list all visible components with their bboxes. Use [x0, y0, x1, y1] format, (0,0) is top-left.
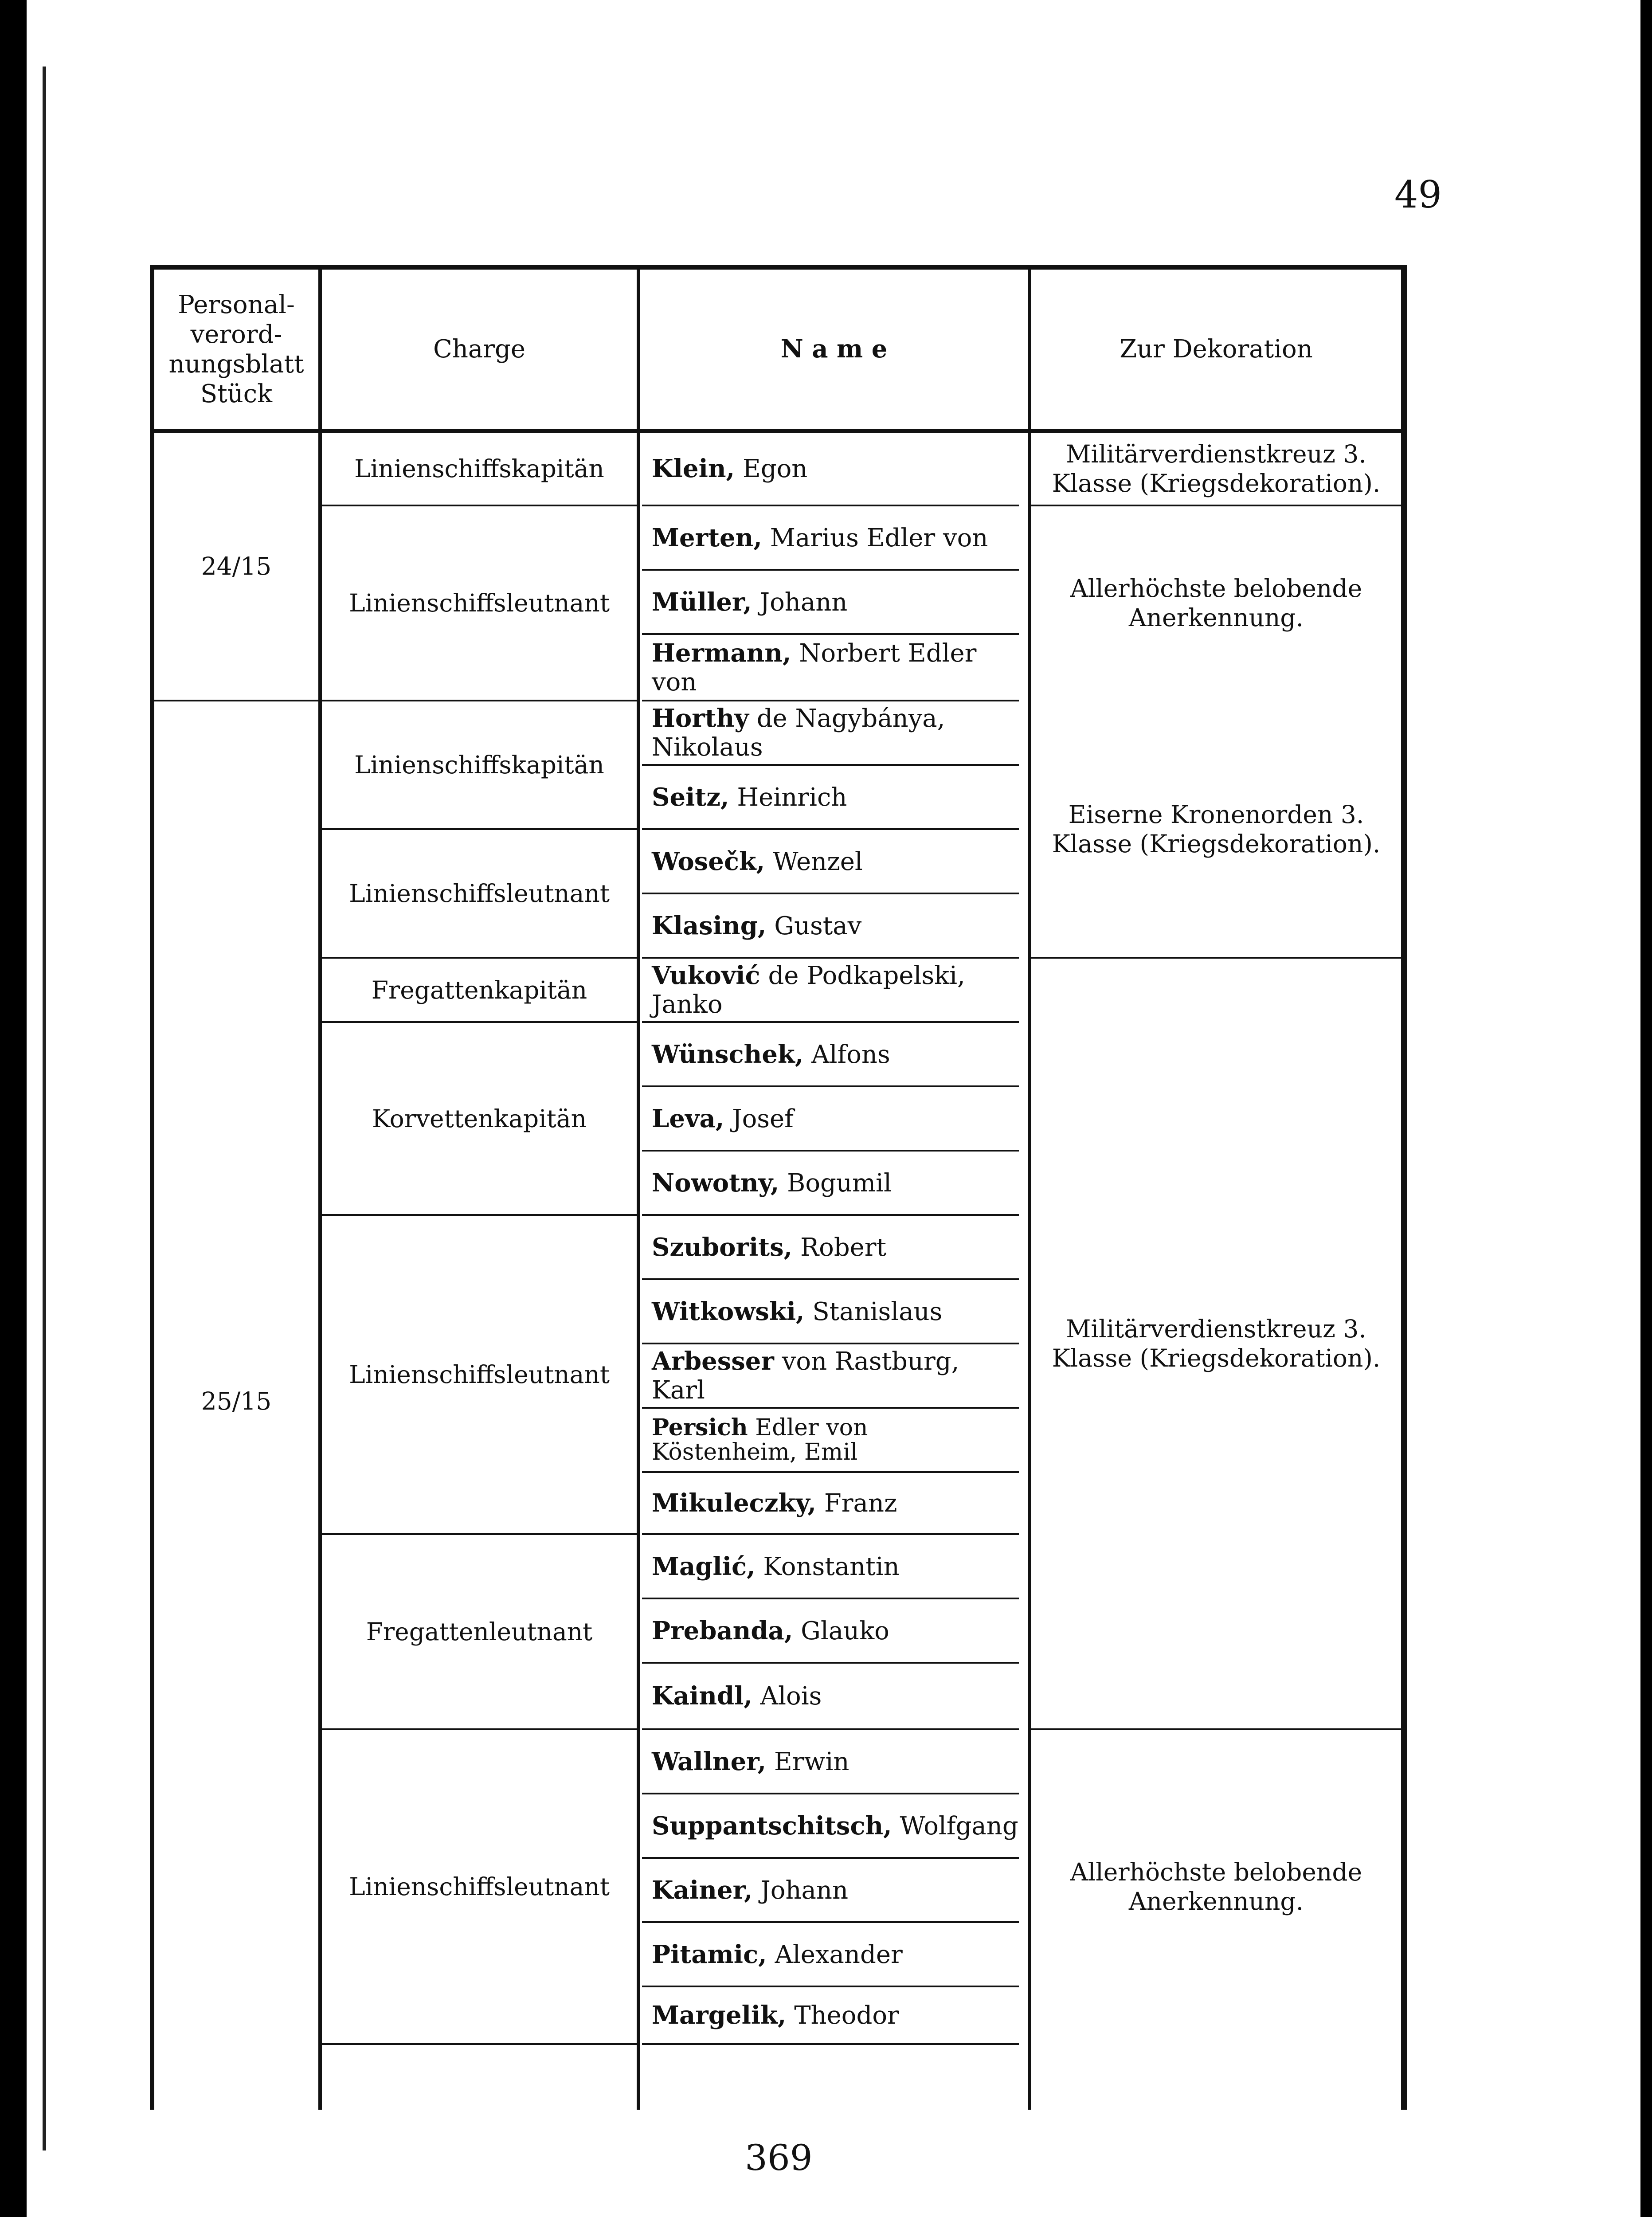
name-cell: Hermann, Norbert Edler von: [652, 638, 977, 697]
name-cell: Vuković de Podkapelski, Janko: [652, 961, 965, 1019]
name-cell: Arbesser von Rastburg, Karl: [652, 1347, 959, 1405]
name-cell: Prebanda, Glauko: [652, 1616, 889, 1645]
decoration-cell: Allerhöchste belobende Anerkennung.: [1070, 574, 1362, 632]
header-decoration: Zur Dekoration: [1120, 335, 1313, 364]
header-name: N a m e: [780, 334, 888, 364]
charge-cell: Fregattenleutnant: [366, 1618, 593, 1646]
name-cell: Seitz, Heinrich: [652, 782, 847, 812]
name-cell: Szuborits, Robert: [652, 1232, 887, 1262]
name-cell: Suppantschitsch, Wolfgang: [652, 1811, 1018, 1841]
footer-number: 369: [745, 2137, 813, 2178]
charge-cell: Fregattenkapitän: [371, 975, 587, 1004]
name-cell: Kainer, Johann: [652, 1875, 849, 1905]
name-cell: Wallner, Erwin: [652, 1747, 849, 1776]
name-cell: Klein, Egon: [652, 454, 808, 483]
name-cell: Mikuleczky, Franz: [652, 1488, 897, 1518]
decoration-cell: Allerhöchste belobende Anerkennung.: [1070, 1858, 1362, 1915]
name-cell: Wünschek, Alfons: [652, 1039, 890, 1069]
name-cell: Persich Edler von Köstenheim, Emil: [652, 1414, 868, 1465]
name-cell: Margelik, Theodor: [652, 2001, 899, 2030]
charge-cell: Linienschiffskapitän: [354, 454, 604, 483]
name-cell: Leva, Josef: [652, 1104, 794, 1133]
charge-cell: Linienschiffsleutnant: [349, 1360, 610, 1389]
charge-cell: Korvettenkapitän: [372, 1104, 587, 1133]
name-cell: Witkowski, Stanislaus: [652, 1297, 943, 1326]
name-cell: Maglić, Konstantin: [652, 1551, 900, 1581]
decoration-cell: Militärverdienstkreuz 3. Klasse (Kriegsdekoration).: [1052, 440, 1381, 497]
page-number: 49: [1394, 173, 1442, 216]
stueck-25-15: 25/15: [201, 1387, 272, 1415]
decorations-table: [150, 265, 1410, 2110]
charge-cell: Linienschiffsleutnant: [349, 1872, 610, 1901]
charge-cell: Linienschiffsleutnant: [349, 879, 610, 908]
name-cell: Wosečk, Wenzel: [652, 846, 863, 876]
decoration-cell: Eiserne Kronenorden 3. Klasse (Kriegsdekoration).: [1052, 800, 1381, 858]
header-charge: Charge: [433, 335, 526, 364]
name-cell: Merten, Marius Edler von: [652, 523, 988, 552]
name-cell: Horthy de Nagybánya, Nikolaus: [652, 704, 945, 762]
stueck-24-15: 24/15: [201, 552, 272, 580]
name-cell: Kaindl, Alois: [652, 1681, 822, 1711]
name-cell: Müller, Johann: [652, 587, 848, 617]
name-cell: Pitamic, Alexander: [652, 1939, 903, 1969]
name-cell: Klasing, Gustav: [652, 911, 862, 940]
charge-cell: Linienschiffskapitän: [354, 751, 604, 779]
page-edge: [43, 67, 46, 2150]
header-stueck: Personal- verord- nungsblatt Stück: [168, 290, 304, 409]
name-cell: Nowotny, Bogumil: [652, 1168, 892, 1198]
decoration-cell: Militärverdienstkreuz 3. Klasse (Kriegsdekoration).: [1052, 1315, 1381, 1372]
charge-cell: Linienschiffsleutnant: [349, 589, 610, 617]
page: [27, 0, 1640, 2217]
